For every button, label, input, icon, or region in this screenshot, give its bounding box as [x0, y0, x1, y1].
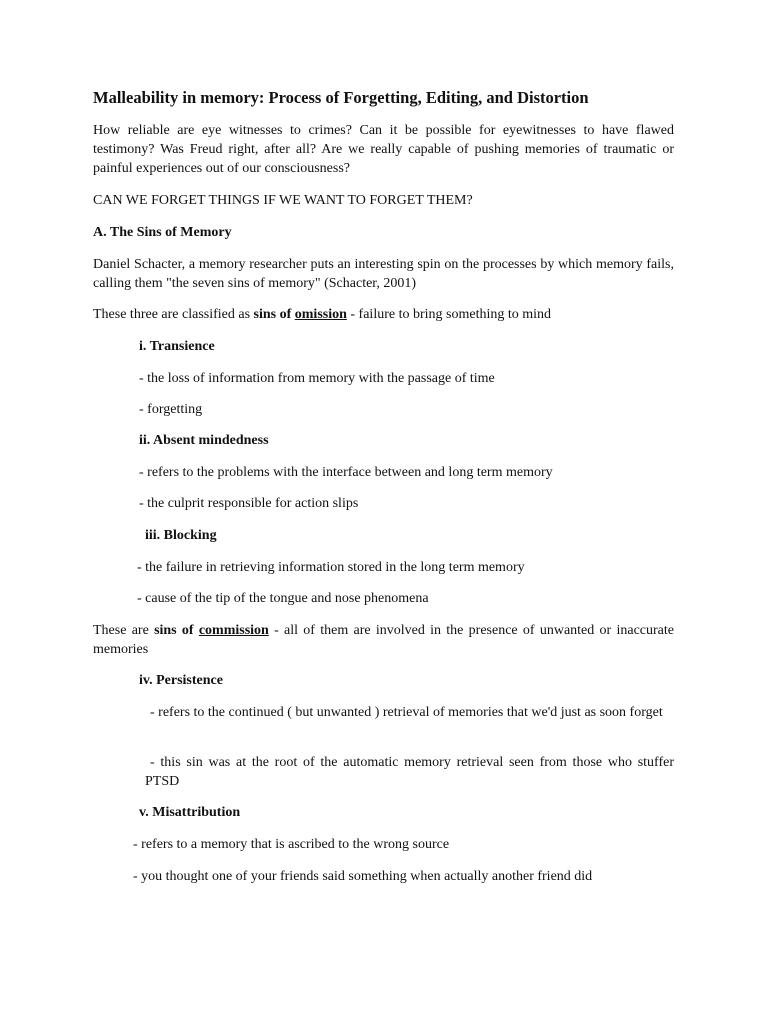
- persistence-bullet-1: - refers to the continued ( but unwanted ) retrieval of memories that we'd just as soon forget: [150, 705, 663, 720]
- persistence-heading: iv. Persistence: [139, 673, 223, 688]
- absent-heading: ii. Absent mindedness: [139, 433, 269, 448]
- omission-post: - failure to bring something to mind: [346, 307, 552, 322]
- document-title: Malleability in memory: Process of Forgetting, Editing, and Distortion: [93, 88, 589, 107]
- section-a-heading: A. The Sins of Memory: [93, 225, 232, 240]
- blocking-bullet-1: - the failure in retrieving information stored in the long term memory: [137, 560, 525, 575]
- misattribution-heading: v. Misattribution: [139, 805, 241, 820]
- intro-paragraph: How reliable are eye witnesses to crimes? Can it be possible for eyewitnesses to have flawed testimony? Was Freud right, after all? Are we really capable of pushing memories of traumatic or painful experiences out of our consciousness?: [93, 123, 674, 176]
- commission-post: - all of them are involved in the presence of unwanted or inaccurate memories: [93, 623, 674, 657]
- omission-underlined: omission: [294, 307, 347, 322]
- schacter-paragraph: Daniel Schacter, a memory researcher puts an interesting spin on the processes by which memory fails, calling them "the seven sins of memory" (Schacter, 2001): [93, 257, 674, 291]
- blocking-bullet-2: - cause of the tip of the tongue and nose phenomena: [137, 591, 429, 606]
- omission-bold: sins of: [253, 307, 295, 322]
- transience-heading: i. Transience: [139, 339, 215, 354]
- misattribution-bullet-1: - refers to a memory that is ascribed to the wrong source: [133, 837, 450, 852]
- commission-pre: These are: [93, 623, 155, 638]
- persistence-bullet-2: - this sin was at the root of the automatic memory retrieval seen from those who stuffer PTSD: [145, 755, 674, 789]
- commission-paragraph: [93, 621, 674, 659]
- question-line: CAN WE FORGET THINGS IF WE WANT TO FORGET THEM?: [93, 193, 473, 208]
- blocking-heading: iii. Blocking: [145, 528, 217, 543]
- absent-bullet-1: - refers to the problems with the interface between and long term memory: [139, 465, 553, 480]
- omission-line: [93, 305, 551, 324]
- commission-bold: sins of: [154, 623, 199, 638]
- transience-bullet-1: - the loss of information from memory with the passage of time: [139, 371, 495, 386]
- transience-bullet-2: - forgetting: [139, 402, 203, 417]
- commission-underlined: commission: [198, 623, 269, 638]
- misattribution-bullet-2: - you thought one of your friends said something when actually another friend did: [133, 869, 593, 884]
- omission-pre: These three are classified as: [93, 307, 254, 322]
- absent-bullet-2: - the culprit responsible for action slips: [139, 496, 359, 511]
